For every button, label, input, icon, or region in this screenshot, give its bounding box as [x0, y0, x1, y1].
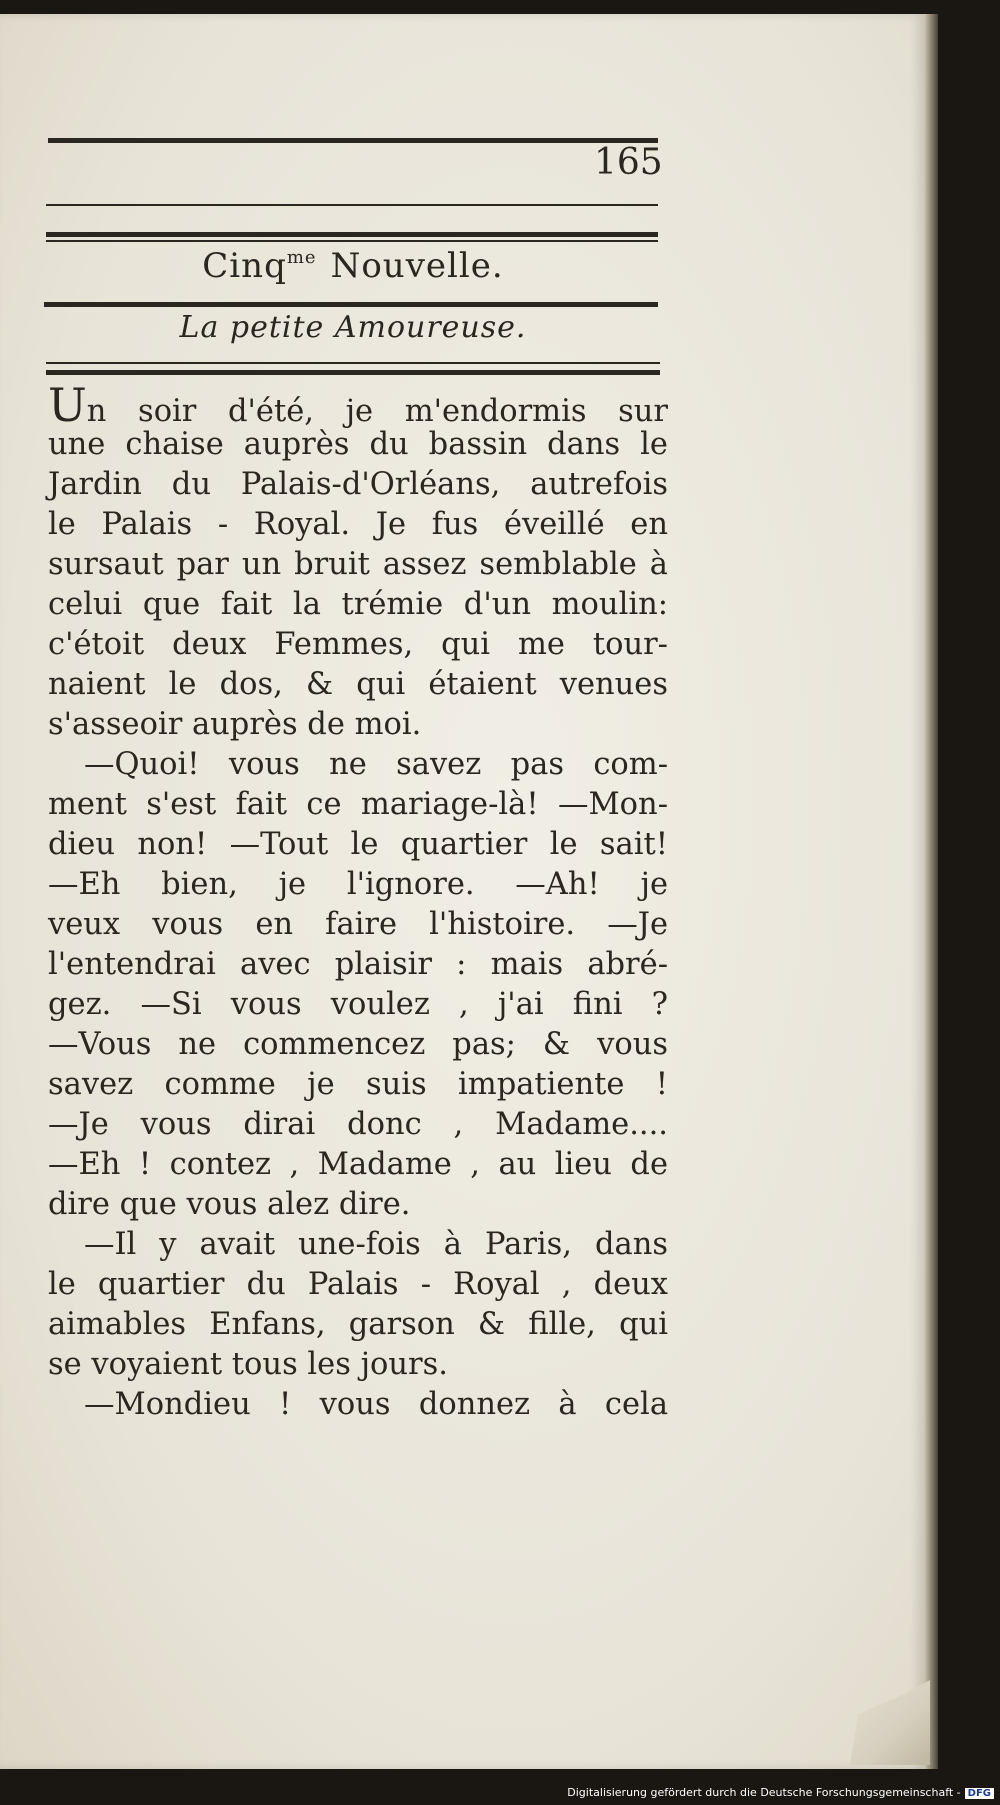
page-number: 165: [594, 142, 663, 183]
credit-text: Digitalisierung gefördert durch die Deutsche Forschungsgemeinschaft -: [567, 1786, 961, 1799]
text-line: aimables Enfans, garson & fille, qui: [48, 1307, 668, 1342]
heading-rule: [44, 302, 658, 307]
text-line: Un soir d'été, je m'endormis sur: [48, 378, 668, 432]
text-line: veux vous en faire l'histoire. —Je: [48, 907, 668, 942]
text-line: —Mondieu ! vous donnez à cela: [84, 1387, 668, 1422]
text-line: dieu non! —Tout le quartier le sait!: [48, 827, 668, 862]
subtitle-rule-2: [46, 370, 660, 375]
dfg-logo: DFG: [965, 1788, 994, 1799]
top-rule: [48, 138, 658, 143]
text-line: —Vous ne commencez pas; & vous: [48, 1027, 668, 1062]
chapter-heading: [46, 246, 660, 286]
body-text: [48, 378, 668, 1425]
text-line: le quartier du Palais - Royal , deux: [48, 1267, 668, 1302]
text-line: —Il y avait une-fois à Paris, dans: [84, 1227, 668, 1262]
heading-sup: me: [286, 247, 317, 268]
text-line: gez. —Si vous voulez , j'ai fini ?: [48, 987, 668, 1022]
header-rule-2: [46, 232, 658, 237]
digitization-credit: [567, 1786, 994, 1799]
text-line: s'asseoir auprès de moi.: [48, 707, 422, 742]
text-line: Jardin du Palais-d'Orléans, autrefois: [48, 467, 668, 502]
text-line: une chaise auprès du bassin dans le: [48, 427, 668, 462]
text-line: —Je vous dirai donc , Madame....: [48, 1107, 668, 1142]
heading-pre: Cinq: [202, 246, 287, 286]
header-rule-1: [46, 204, 658, 206]
page-edge: [924, 14, 938, 1769]
text-line: se voyaient tous les jours.: [48, 1347, 448, 1382]
text-line: —Quoi! vous ne savez pas com-: [84, 747, 668, 782]
text-line: le Palais - Royal. Je fus éveillé en: [48, 507, 668, 542]
text-line: savez comme je suis impatiente !: [48, 1067, 668, 1102]
text-line: dire que vous alez dire.: [48, 1187, 411, 1222]
text-line: celui que fait la trémie d'un moulin:: [48, 587, 668, 622]
text-line: l'entendrai avec plaisir : mais abré-: [48, 947, 668, 982]
chapter-subtitle: La petite Amoureuse.: [179, 310, 527, 345]
subtitle-rule-1: [46, 362, 660, 364]
text-line: c'étoit deux Femmes, qui me tour-: [48, 627, 668, 662]
header-rule-3: [46, 240, 658, 242]
text-line: —Eh ! contez , Madame , au lieu de: [48, 1147, 668, 1182]
text-line: —Eh bien, je l'ignore. —Ah! je: [48, 867, 668, 902]
heading-post: Nouvelle.: [330, 246, 504, 286]
text-line: ment s'est fait ce mariage-là! —Mon-: [48, 787, 668, 822]
text-line: sursaut par un bruit assez semblable à: [48, 547, 668, 582]
text-line: naient le dos, & qui étaient venues: [48, 667, 668, 702]
